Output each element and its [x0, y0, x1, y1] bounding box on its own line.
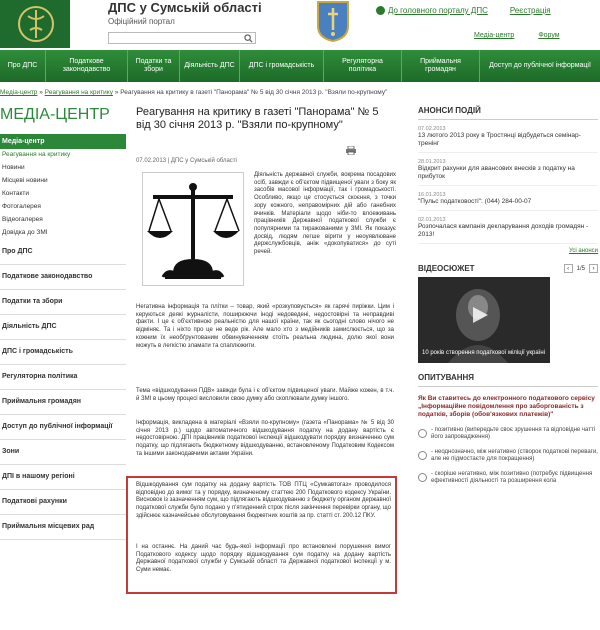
sidebar-subitem[interactable]: Реагування на критику: [2, 151, 71, 158]
video-caption: 10 років створення податкової міліції україні: [422, 350, 545, 356]
sidebar-item[interactable]: Доступ до публічної інформації: [0, 415, 126, 440]
event-date: 16.01.2013: [418, 192, 446, 198]
nav-item-regulatory[interactable]: Регуляторна політика: [324, 50, 402, 82]
breadcrumb-media-center[interactable]: Медіа-центр: [0, 89, 38, 96]
next-arrow-icon[interactable]: ›: [589, 264, 598, 273]
event-link[interactable]: Розпочалася кампанія декларування доходів громадян - 2013!: [418, 223, 598, 244]
forum-link[interactable]: Форум: [538, 32, 560, 39]
scales-icon: [143, 173, 243, 285]
home-portal-link[interactable]: [376, 6, 488, 15]
site-subtitle: Офіційний портал: [108, 17, 175, 26]
nav-item-public-info[interactable]: Доступ до публічної інформації: [489, 62, 591, 69]
nav-item-legislation[interactable]: Податкове законодавство: [46, 50, 128, 82]
event-link[interactable]: 13 лютого 2013 року в Тростянці відбудеться семінар-тренінг: [418, 132, 598, 153]
coat-of-arms-icon: [316, 0, 350, 42]
video-heading: ВІДЕОСЮЖЕТ: [418, 264, 475, 273]
sidebar-item[interactable]: ДПС і громадськість: [0, 340, 126, 365]
nav-item-reception[interactable]: Приймальня громадян: [402, 50, 480, 82]
sidebar-title: МЕДІА-ЦЕНТР: [0, 106, 110, 123]
site-title: ДПС у Сумській області: [108, 0, 262, 15]
radio-button[interactable]: [418, 451, 427, 460]
highlight-box: [126, 476, 397, 594]
article-paragraph: Діяльність державної служби, вокрема посадових осіб, завжди є об'єктом підвищеної уваги з боку як засобів масової інформації, так і громадськості. Особливо, якщо це стосується скоєння, з точки зору кожного, неправомірних дій або ганебних вчинків. Матеріали щодо ніби-то влоеживань працівників Державної податкової служби є популярними та тиражованими у ЗМІ. Як показує досвід, людям легше вірити у неоуявлюване держслужбовців, аніж «докопуватися» до суті речей.: [254, 172, 396, 256]
event-link[interactable]: Відкрит рахунки для авансових внесків з податку на прибуток: [418, 165, 598, 186]
sidebar-item[interactable]: Діяльність ДПС: [0, 315, 126, 340]
search-icon[interactable]: [244, 34, 253, 43]
sidebar-item[interactable]: Приймальня місцевих рад: [0, 515, 126, 540]
sidebar-item[interactable]: Про ДПС: [0, 240, 126, 265]
sidebar-item[interactable]: Приймальня громадян: [0, 390, 126, 415]
sidebar-subitem[interactable]: Довідка до ЗМІ: [2, 229, 48, 236]
announcements-heading: АНОНСИ ПОДІЙ: [418, 106, 598, 120]
radio-button[interactable]: [418, 429, 427, 438]
poll-option[interactable]: [418, 449, 598, 463]
event-link[interactable]: "Пульс податковості": (044) 284-00-07: [418, 198, 598, 211]
sidebar-item[interactable]: Податкові рахунки: [0, 490, 126, 515]
site-header: [0, 0, 600, 50]
nav-item-public[interactable]: ДПС і громадськість: [240, 50, 324, 82]
article-paragraph: Негативна інформація та плітки – товар, який «розкуповується» як гарячі пиріжки. Цим і керуються деякі журналісти, поширюючи іноді недоведені, недостовірні та неправдиві факти. І це є об'єктивною реальністю для нашої країни, так як сьогодні слово нічого не відміняє. Та і ніхто про це не веде рік. Але мало хто з медійників замислюється, що за кожним їх необґрунтованим обвинуваченням стоїть реальна людина, долю якої вони можуть в легкістю зламати та спаплюжити.: [136, 304, 394, 349]
article: [136, 106, 396, 457]
article-paragraph: Інформація, викладена в матеріалі «Взяли по-крупному» (газета «Панорама» № 5 від 30 січня 2013 р.) щодо автоматичного відшкодування податку на додану вартість є недостовірною. ДПІ працівників податкової інспекції відшкодувати порядку визначенню сум податку, що підлягають бюджетному відшкодуванню, встановленому Податковим Кодексом та іншими законодавчими актами України.: [136, 420, 394, 457]
sidebar-subitem[interactable]: Відеогалерея: [2, 216, 43, 223]
video-pager: [564, 264, 598, 273]
article-meta: 07.02.2013 | ДПС у Сумській області: [136, 158, 237, 164]
tax-service-logo[interactable]: [0, 0, 70, 48]
media-center-link[interactable]: Медіа-центр: [474, 32, 515, 39]
sidebar-subitem[interactable]: Місцеві новини: [2, 177, 48, 184]
sidebar-item[interactable]: Регуляторна політика: [0, 365, 126, 390]
breadcrumb: Медіа-центр » Реагування на критику » Реагування на критику в газеті "Панорама" № 5 від 30 січня 2013 р. "Взяли по-крупному": [0, 89, 388, 96]
sidebar-item[interactable]: Податки та збори: [0, 290, 126, 315]
emblem-icon: [14, 4, 58, 44]
sidebar-item[interactable]: Податкове законодавство: [0, 265, 126, 290]
sidebar-subitem[interactable]: Фотогалерея: [2, 203, 41, 210]
all-announcements-link[interactable]: Усі анонси: [568, 248, 598, 254]
right-column: [418, 106, 598, 485]
home-portal-label: До головного порталу ДПС: [388, 6, 488, 15]
nav-item-about[interactable]: Про ДПС: [0, 50, 46, 82]
breadcrumb-criticism[interactable]: Реагування на критику: [44, 89, 113, 96]
poll-option[interactable]: [418, 427, 598, 441]
scales-image: [142, 172, 244, 286]
sidebar-subitem[interactable]: Контакти: [2, 190, 30, 197]
video-page-counter: 1/5: [576, 265, 585, 272]
sidebar-subitem[interactable]: Новини: [2, 164, 25, 171]
poll-option-label: - неоднозначно, між негативно (створок податкові переваги, але не підмостаєте для покращення): [431, 449, 598, 462]
video-player[interactable]: [418, 277, 550, 363]
home-icon: [376, 6, 385, 15]
search-input[interactable]: [108, 32, 256, 44]
event-date: 28.01.2013: [418, 159, 446, 165]
article-paragraph: Відшкодування сум податку на додану вартість ТОВ ПТЦ «Сумкавтогаз» проводилося відповідно до вимог та у порядку, визначеному статтею 200 Податкового кодексу України. Висновок із зазначенням сум, що підлягають відшкодуванню з бюджету органом державної податкової служби було подано у п'ятиденний строк після закінчення перевірки органу, що здійснює казначейське обслуговування бюджетних коштів за пр. статті ст. 200.12 ПКУ.: [136, 482, 391, 519]
main-nav: [0, 50, 600, 82]
radio-button[interactable]: [418, 473, 427, 482]
sidebar-item-media-center[interactable]: Медіа-центр: [0, 134, 126, 149]
sidebar: [0, 106, 126, 540]
poll-option[interactable]: [418, 471, 598, 485]
prev-arrow-icon[interactable]: ‹: [564, 264, 573, 273]
nav-item-activity[interactable]: Діяльність ДПС: [180, 50, 240, 82]
poll-option-label: - скоріше негативно, між позитивно (потребує підвищення ефективності діяльності та розширення кола: [431, 471, 593, 484]
sidebar-item[interactable]: ДПІ в нашому регіоні: [0, 465, 126, 490]
article-paragraph: І на останнє. На даний час будь-якої інформації про встановлені порушення вимог Податкового кодексу щодо порядку відшкодування сум податку на додану вартість Державної податкової служби у Сумській області та Державної податкової інспекції у м. Суми немає.: [136, 544, 391, 574]
event-date: 07.02.2013: [418, 126, 446, 132]
event-date: 02.01.2013: [418, 217, 446, 223]
register-link[interactable]: Реєстрація: [509, 6, 551, 15]
article-paragraph: Тема «відшкодування ПДВ» завжди була і є об'єктом підвищеної уваги. Майже кожен, в т.ч. й ЗМІ в цьому процесі висловили свою думку або скоплювали думку іншого.: [136, 388, 394, 402]
article-title: Реагування на критику в газеті "Панорама" № 5 від 30 січня 2013 р. "Взяли по-крупному": [136, 106, 379, 131]
poll-option-label: - позитивно (випередьте своє зрушення та відповідне чатті його запровадження): [431, 427, 596, 440]
sidebar-item[interactable]: Зони: [0, 440, 126, 465]
breadcrumb-current: Реагування на критику в газеті "Панорама" № 5 від 30 січня 2013 р. "Взяли по-крупному": [120, 89, 388, 96]
print-icon[interactable]: [346, 146, 356, 155]
nav-item-taxes[interactable]: Податки та збори: [128, 50, 180, 82]
poll-question: Як Ви ставитесь до електронного податкового сервісу „Інформаційне повідомлення про заборгованість з податків, зборів (обов'язкових платежів)": [418, 395, 595, 418]
poll-heading: ОПИТУВАННЯ: [418, 373, 598, 387]
